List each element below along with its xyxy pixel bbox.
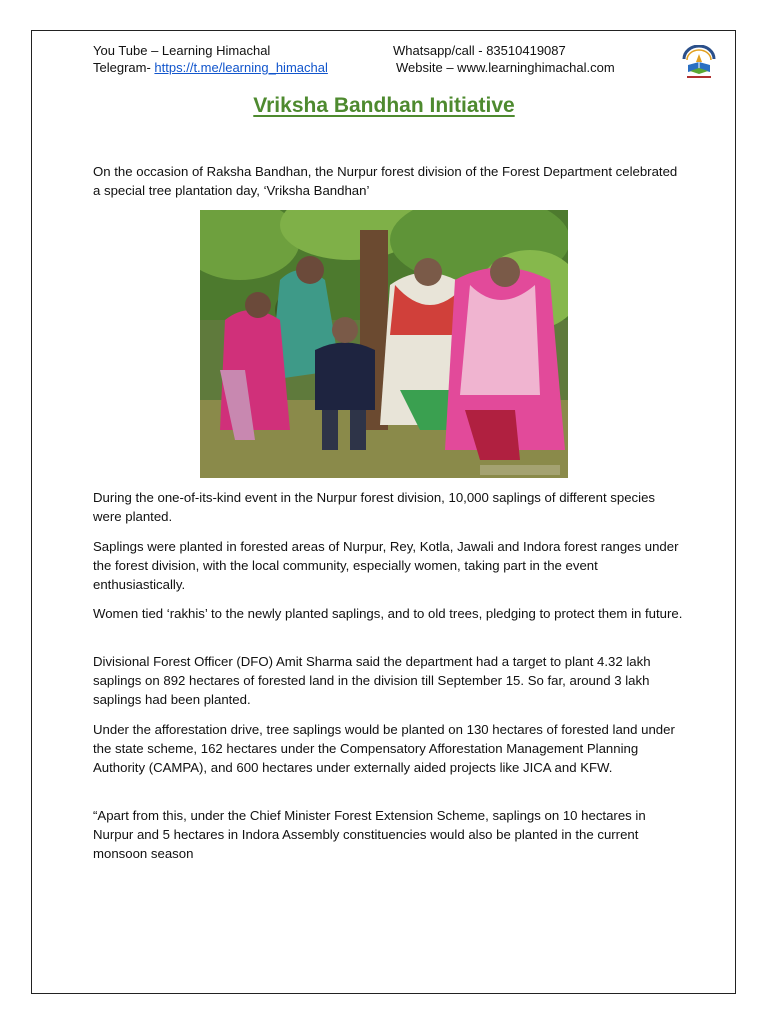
page-header <box>93 42 653 76</box>
plantation-photo <box>200 210 568 478</box>
website-contact: Website – www.learninghimachal.com <box>396 60 615 75</box>
page-title: Vriksha Bandhan Initiative <box>253 94 515 117</box>
telegram-link[interactable]: https://t.me/learning_himachal <box>154 60 328 75</box>
whatsapp-contact: Whatsapp/call - 83510419087 <box>393 43 566 58</box>
learning-himachal-logo-icon <box>678 45 720 83</box>
youtube-channel: You Tube – Learning Himachal <box>93 43 271 58</box>
paragraph: Divisional Forest Officer (DFO) Amit Sharma said the department had a target to plant 4.32 lakh saplings on 892 hectares of forested land in the division till September 15. So far, around 3 lakh saplings had been planted. <box>93 654 651 707</box>
paragraph: Saplings were planted in forested areas of Nurpur, Rey, Kotla, Jawali and Indora forest ranges under the forest division, with the local community, especially women, taking part in the event enthusiastically. <box>93 539 679 592</box>
telegram-label: Telegram- <box>93 60 155 75</box>
paragraph: Women tied ‘rakhis’ to the newly planted saplings, and to old trees, pledging to protect them in future. <box>93 606 683 621</box>
telegram-contact <box>93 59 393 76</box>
paragraph: “Apart from this, under the Chief Minister Forest Extension Scheme, saplings on 10 hectares in Nurpur and 5 hectares in Indora Assembly constituencies would also be planted in the current monsoon season <box>93 808 646 861</box>
paragraph: On the occasion of Raksha Bandhan, the Nurpur forest division of the Forest Department celebrated a special tree plantation day, ‘Vriksha Bandhan’ <box>93 164 678 198</box>
paragraph: Under the afforestation drive, tree saplings would be planted on 130 hectares of forested land under the state scheme, 162 hectares under the Compensatory Afforestation Management Planning Authority (CAMPA), and 600 hectares under externally aided projects like JICA and KFW. <box>93 722 675 775</box>
paragraph: During the one-of-its-kind event in the Nurpur forest division, 10,000 saplings of different species were planted. <box>93 490 656 524</box>
